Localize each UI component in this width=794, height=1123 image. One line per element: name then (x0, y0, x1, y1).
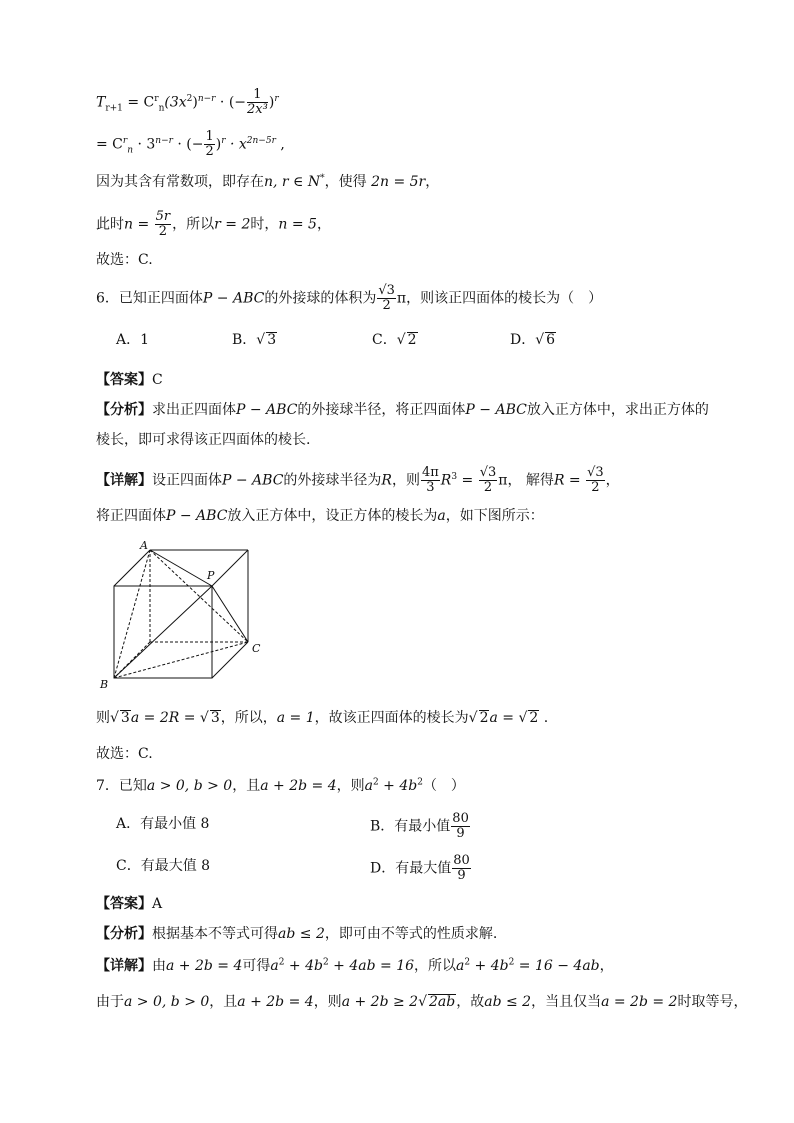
math-sup: * (320, 173, 325, 184)
math-sup: 3 (451, 471, 458, 482)
formula-part: (3x (164, 94, 187, 111)
math: P − ABC (166, 508, 228, 524)
math: π (396, 290, 407, 307)
text: ，如下图所示： (445, 508, 544, 524)
text: 的外接球的体积为 (264, 290, 377, 307)
binomial-term-formula (96, 88, 279, 117)
analysis-tag: 【分析】 (96, 402, 152, 418)
text: 6．已知正四面体 (96, 290, 203, 307)
text: ， 解得 (507, 472, 554, 489)
math-sup: 2 (417, 777, 423, 788)
fraction-denominator: 2 (158, 224, 168, 239)
fraction (421, 466, 440, 495)
math: R (440, 472, 452, 489)
analysis-line (96, 924, 497, 944)
choice-conclusion-q6: 故选：C. (96, 746, 153, 762)
constant-term-reasoning (96, 172, 439, 192)
tetra-edge-ap (150, 550, 212, 586)
text: ，故 (456, 994, 485, 1010)
answer-line (96, 370, 163, 390)
formula-part: · (− (172, 136, 204, 153)
math: = (457, 472, 478, 489)
math-sup: 2 (508, 957, 515, 968)
math: P − ABC (465, 402, 527, 418)
text: 由 (152, 958, 166, 974)
n-value-line (96, 210, 331, 239)
question-6-stem (96, 284, 602, 313)
formula-sup: r (122, 135, 128, 146)
math: n, r ∈ N (264, 174, 321, 190)
text: ， (605, 472, 620, 489)
math: a + 2b = 4 (237, 994, 314, 1010)
math: + 4ab = 16 (328, 958, 415, 974)
option-c: C．有最大值 8 (116, 858, 211, 874)
answer-tag: 【答案】 (96, 372, 152, 388)
math: R = (553, 472, 586, 489)
fraction-numerator: √3 (479, 465, 497, 480)
text: 根据基本不等式可得 (152, 926, 278, 942)
fraction (451, 812, 470, 841)
formula-part: ) (192, 94, 198, 111)
radicand: 2 (529, 710, 539, 726)
text: ，即可由不等式的性质求解. (324, 926, 498, 942)
radicand: 2 (479, 710, 489, 726)
text: 由于 (96, 994, 124, 1010)
text: ，则 (391, 472, 420, 489)
radicand: 3 (267, 332, 277, 348)
math: a (456, 958, 465, 974)
cube-edge (212, 642, 248, 678)
formula-part: · 3 (133, 136, 156, 153)
math: a + 2b = 4 (166, 958, 243, 974)
fraction-denominator: 2 (483, 480, 493, 495)
text: 则 (96, 710, 110, 726)
text: 时， (250, 216, 279, 233)
option-b: B．√ 3 (232, 332, 277, 348)
fraction-denominator: 2x³ (247, 102, 268, 117)
text: ，且 (232, 778, 261, 794)
option-c: C．√ 2 (372, 332, 417, 348)
radicand: 6 (546, 332, 556, 348)
answer-value: A (152, 896, 163, 912)
formula-part: , (275, 136, 285, 153)
detail-tag: 【详解】 (96, 958, 152, 974)
text: ， (599, 958, 614, 974)
text: 将正四面体 (96, 508, 166, 524)
text: ，则 (336, 778, 365, 794)
math-sup: 2 (278, 957, 285, 968)
math: a = 2b = 2 (601, 994, 678, 1010)
option-d (370, 854, 472, 883)
math-sup: 2 (464, 957, 471, 968)
text: 此时 (96, 216, 124, 233)
math: r = 2 (214, 216, 251, 233)
math: a = (489, 710, 519, 726)
fraction-denominator: 3 (426, 480, 435, 495)
math: a + 2b ≥ 2 (341, 994, 419, 1010)
math: + 4b (378, 778, 418, 794)
detail-line-2: 由于a > 0, b > 0，且a + 2b = 4，则a + 2b ≥ 2√ 2ab，故ab ≤ 2，当且仅当a = 2b = 2时取等号， (96, 994, 748, 1010)
math: R (381, 472, 392, 489)
math: P − ABC (202, 290, 265, 307)
text: ，使得 (324, 174, 367, 190)
formula-part: · (− (215, 94, 247, 111)
formula-part: ) (268, 94, 275, 111)
fraction (204, 130, 214, 159)
text: 的外接球半径，将正四面体 (297, 402, 466, 418)
text: ，故该正四面体的棱长为 (314, 710, 469, 726)
text: ，且 (209, 994, 238, 1010)
math: + 4b (470, 958, 509, 974)
radicand: 2 (407, 332, 417, 348)
text: 设正四面体 (152, 472, 222, 489)
math: a (270, 958, 279, 974)
option-a: A．1 (116, 332, 150, 348)
text: ，所以 (414, 958, 457, 974)
fraction (586, 466, 605, 495)
choice-conclusion: 故选：C. (96, 252, 153, 268)
math: a > 0, b > 0 (124, 994, 210, 1010)
math-sup: 2 (372, 777, 379, 788)
text: 的外接球半径为 (283, 472, 382, 489)
edge-length-result: 则√ 3a = 2R = √ 3，所以，a = 1，故该正四面体的棱长为√ 2a = √ 2 . (96, 710, 549, 726)
math: a > 0, b > 0 (146, 778, 233, 794)
answer-line (96, 894, 162, 914)
analysis-line-1 (96, 400, 709, 420)
formula-part: = C (96, 136, 123, 153)
vertex-label-a: A (140, 539, 148, 552)
detail-tag: 【详解】 (96, 472, 152, 489)
text: 可得 (242, 958, 271, 974)
detail-line-1 (96, 466, 620, 495)
formula-part: ) (215, 136, 222, 153)
radicand: 3 (210, 710, 220, 726)
tetra-edge-pc (212, 586, 248, 642)
radicand: 2ab (429, 994, 456, 1010)
math: a = 1 (276, 710, 315, 726)
combination-sup: r (154, 93, 159, 104)
combination-symbol: = C (122, 94, 155, 111)
fraction-denominator: 9 (457, 868, 466, 883)
tetra-hidden-edge (150, 550, 248, 642)
math-sup: 2 (322, 957, 329, 968)
formula-sub: n (127, 145, 134, 156)
text: ，则 (313, 994, 342, 1010)
math: n = 5 (278, 216, 317, 233)
fraction (377, 284, 396, 313)
math: + 4b (284, 958, 323, 974)
option-label: C． (372, 332, 397, 348)
answer-value: C (152, 372, 163, 388)
math: n = (124, 216, 154, 233)
math: = 16 − 4ab (514, 958, 600, 974)
tetra-hidden-edge (114, 550, 150, 678)
formula-sup: r (274, 93, 279, 104)
text: 放入正方体中，求出正方体的 (526, 402, 709, 418)
fraction (452, 854, 471, 883)
fraction (247, 88, 268, 117)
fraction-numerator: 80 (452, 811, 469, 826)
math: a + 2b = 4 (260, 778, 337, 794)
combination-sub: n (158, 103, 165, 114)
tetra-edge-pb (114, 586, 212, 678)
term-subscript: r+1 (105, 103, 123, 114)
cube-edge (114, 550, 150, 586)
text: ，所以 (172, 216, 215, 233)
text: 时取等号， (677, 994, 748, 1010)
math: ab ≤ 2 (484, 994, 532, 1010)
fraction-denominator: 2 (591, 480, 600, 495)
binomial-term-simplified (96, 130, 285, 159)
formula-part: · x (225, 136, 247, 153)
detail-line-1 (96, 956, 614, 976)
text: ，当且仅当 (531, 994, 602, 1010)
fraction-numerator: √3 (378, 283, 395, 298)
option-label: B． (232, 332, 257, 348)
vertex-label-c: C (252, 642, 261, 655)
radicand: 3 (120, 710, 130, 726)
text: （ ） (422, 778, 465, 794)
text: 7．已知 (96, 778, 147, 794)
fraction-numerator: 5r (155, 209, 171, 224)
fraction (155, 210, 172, 239)
option-b (370, 812, 471, 841)
text: 因为其含有常数项，即存在 (96, 174, 264, 190)
math: π (498, 472, 508, 489)
math: ab ≤ 2 (278, 926, 325, 942)
fraction-numerator: 1 (205, 129, 214, 144)
math: a (364, 778, 373, 794)
option-d: D．√ 6 (510, 332, 556, 348)
fraction-numerator: 1 (247, 88, 268, 103)
tetra-hidden-edge (114, 642, 248, 678)
text: . (539, 710, 549, 726)
formula-sup: n−r (155, 135, 173, 146)
formula-sup: 2 (186, 93, 193, 104)
option-label: D． (510, 332, 536, 348)
text: ，则该正四面体的棱长为（ ） (406, 290, 603, 307)
formula-sup: n−r (197, 93, 216, 104)
text: 放入正方体中，设正方体的棱长为 (227, 508, 438, 524)
math: a (437, 508, 446, 524)
text: ， (316, 216, 331, 233)
fraction-denominator: 2 (205, 144, 214, 159)
answer-tag: 【答案】 (96, 896, 152, 912)
math: P − ABC (222, 472, 284, 489)
text: ，所以， (220, 710, 277, 726)
option-label: B．有最小值 (370, 818, 451, 835)
fraction-denominator: 9 (456, 826, 465, 841)
tetrahedron-in-cube-figure (96, 538, 276, 690)
option-a: A．有最小值 8 (116, 816, 210, 832)
analysis-tag: 【分析】 (96, 926, 152, 942)
fraction (479, 466, 498, 495)
math: a = 2R = (130, 710, 200, 726)
vertex-label-b: B (100, 678, 109, 690)
question-7-stem (96, 776, 465, 796)
fraction-numerator: √3 (587, 465, 604, 480)
text: ， (425, 174, 440, 190)
term-symbol: T (96, 94, 106, 111)
math: P − ABC (236, 402, 298, 418)
formula-sup: r (221, 135, 226, 146)
detail-line-2 (96, 506, 544, 526)
cube-edge (212, 550, 248, 586)
fraction-numerator: 80 (453, 853, 470, 868)
vertex-label-p: P (207, 569, 215, 582)
fraction-numerator: 4π (421, 465, 439, 480)
math: 2n = 5r (366, 174, 426, 190)
text: 求出正四面体 (152, 402, 236, 418)
option-label: D．有最大值 (370, 860, 452, 877)
analysis-line-2: 棱长，即可求得该正四面体的棱长. (96, 432, 311, 448)
formula-sup: 2n−5r (246, 135, 276, 146)
fraction-denominator: 2 (382, 298, 391, 313)
